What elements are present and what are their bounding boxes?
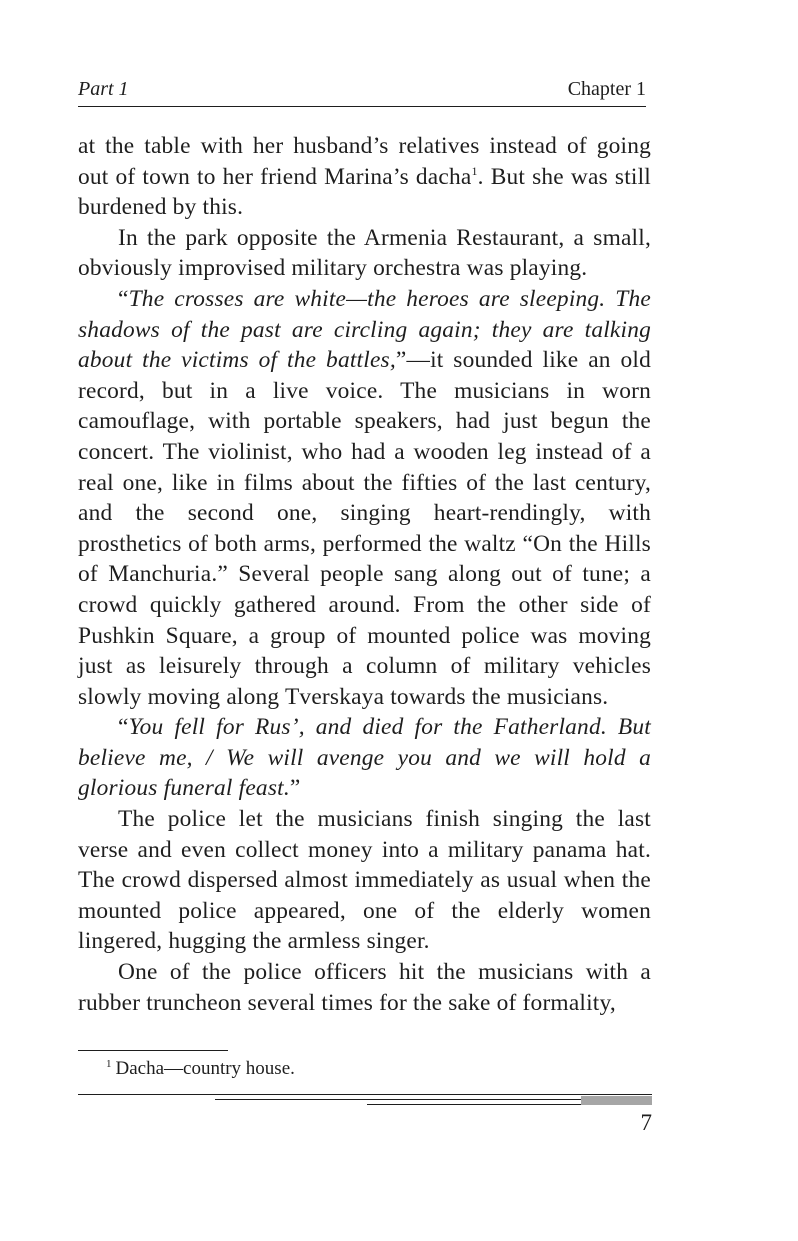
quote-open-mark: “ [118,714,129,741]
song-quote-2: You fell for Rus’, and died for the Fatherland. But believe me, / We will avenge you and we will hold a glorious funeral feast. [78,714,651,802]
quote-open-mark: “ [118,285,129,312]
footer-decoration [78,1094,652,1108]
paragraph-6: One of the police officers hit the musicians with a rubber truncheon several times for the sake of formality, [78,959,651,1016]
paragraph-1-text-a: at the table with her husband’s relatives instead of going out of town to her friend Marina’s dacha [78,133,651,190]
paragraph-5: The police let the musicians finish singing the last verse and even collect money into a military panama hat. The crowd dispersed almost immediately as usual when the mounted police appeared, one of the elderly women lingered, hugging the armless singer. [78,806,651,955]
body-text [78,131,651,1018]
quote-close-mark: ” [289,775,301,802]
footnote-separator [78,1050,228,1051]
footnote-text: Dacha—country house. [115,1058,295,1079]
footer-gray-bar [581,1096,652,1105]
running-header [78,76,646,107]
paragraph-3-text: ”—it sounded like an old record, but in a live voice. The musicians in worn camouflage, with portable speakers, had just begun the concert. The violinist, who had a wooden leg instead of a real one, like in films about the fifties of the last century, and the second one, singing heart-rendingly, with prosthetics of both arms, performed the waltz “On the Hills of Manchuria.” Several people sang along out of tune; a crowd quickly gathered around. From the other side of Pushkin Square, a group of mounted police was moving just as leisurely through a column of military vehicles slowly moving along Tverskaya towards the musicians. [78,347,652,710]
paragraph-3 [78,284,651,712]
paragraph-4 [78,712,651,804]
footnote [106,1058,295,1080]
paragraph-1 [78,131,651,223]
page-number: 7 [640,1110,652,1135]
song-quote-1: The crosses are white—the heroes are sleeping. The shadows of the past are circling again; they are talking about the victims of the battles, [78,285,651,374]
header-part: Part 1 [78,78,129,100]
footnote-reference: 1 [471,163,478,178]
paragraph-1-text-b: . But she was still burdened by this. [78,163,651,221]
paragraph-2: In the park opposite the Armenia Restaurant, a small, obviously improvised military orchestra was playing. [78,224,651,282]
header-chapter: Chapter 1 [567,78,646,100]
footer-rule-1 [78,1094,652,1095]
footnote-marker: 1 [106,1058,112,1070]
